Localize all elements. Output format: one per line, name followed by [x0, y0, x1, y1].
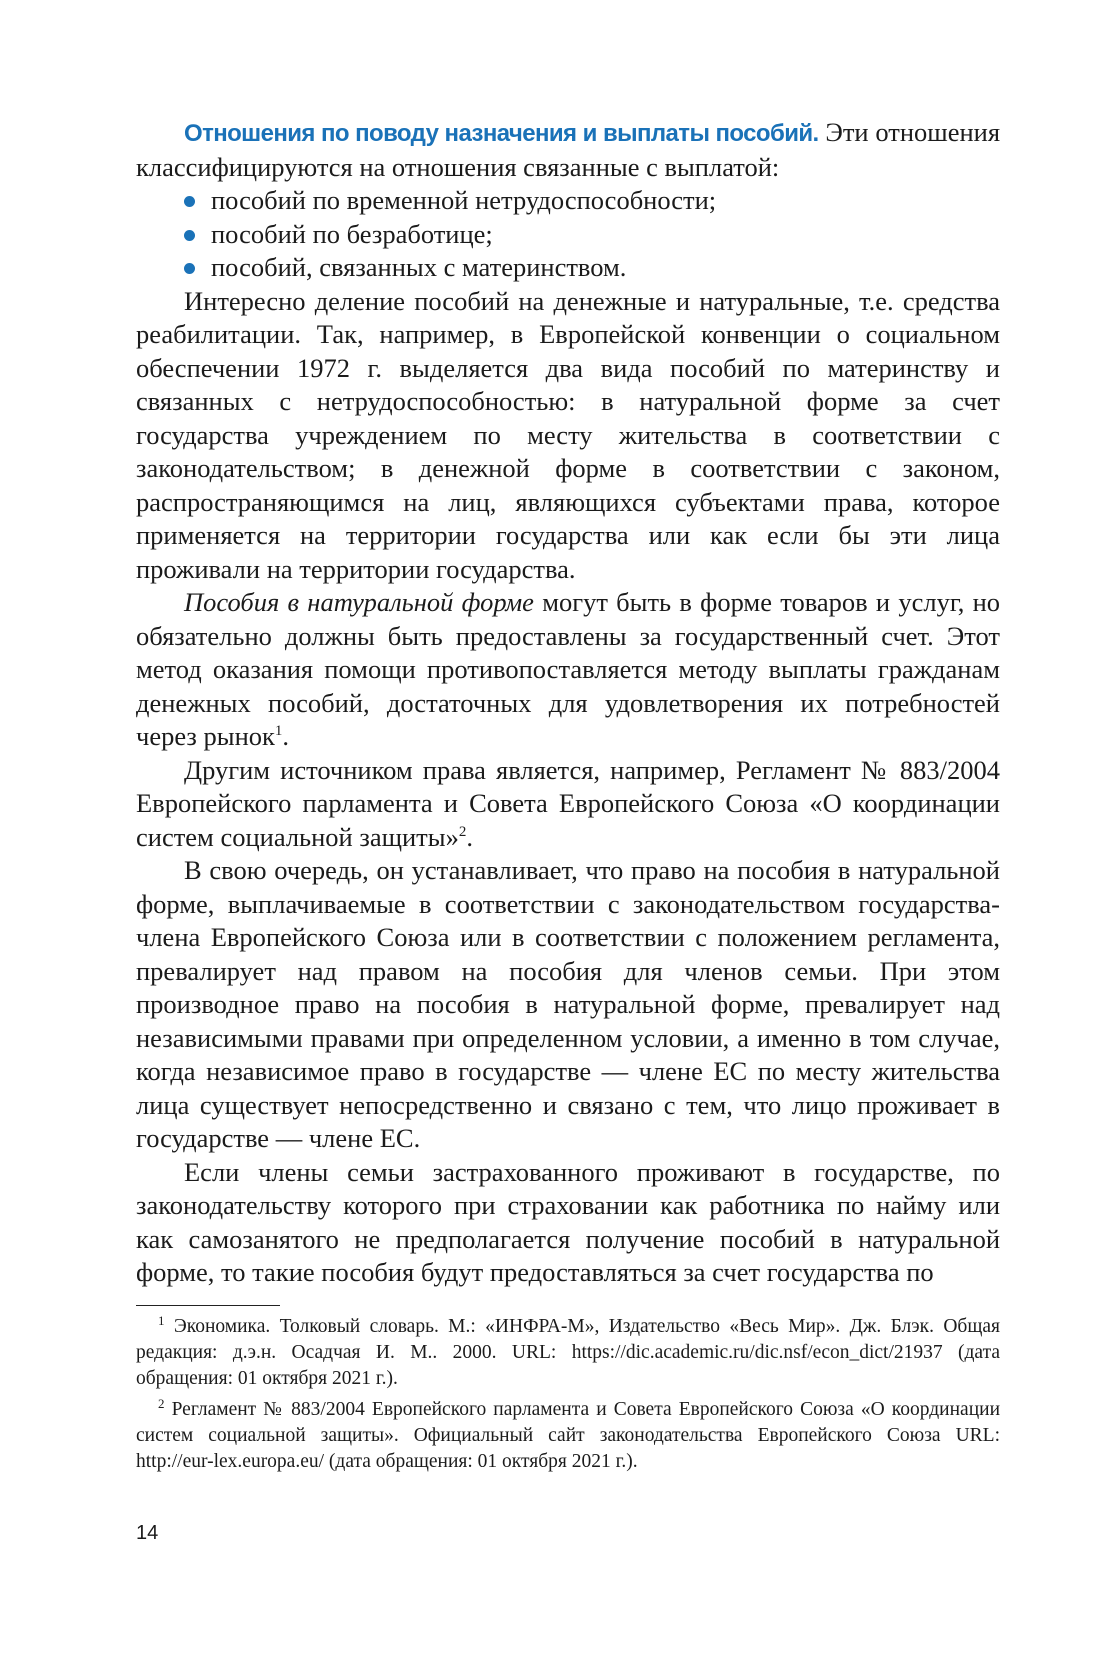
footnote-ref-1[interactable]: 1 — [274, 723, 283, 739]
bullet-icon — [184, 263, 195, 274]
page-body — [136, 116, 1000, 1290]
list-item — [136, 251, 1000, 285]
list-item — [136, 218, 1000, 252]
italic-term: Пособия в натуральной форме — [184, 587, 534, 617]
paragraph-in-kind-benefits — [136, 586, 1000, 754]
section-heading: Отношения по поводу назначения и выплаты пособий. — [184, 120, 819, 147]
page-number: 14 — [136, 1522, 159, 1544]
paragraph-end-punct: . — [466, 821, 473, 852]
paragraph-regulation — [136, 754, 1000, 855]
footnote-text: Экономика. Толковый словарь. М.: «ИНФРА-М», Издательство «Весь Мир». Дж. Блэк. Общая редакция: д.э.н. Осадчая И. М.. 2000. URL: https://dic.academic.ru/dic.nsf/econ_dict/21937 (дата обращения: 01 октября 2021 г.). — [136, 1316, 1000, 1389]
footnote-divider — [136, 1305, 280, 1306]
list-item-text: пособий, связанных с материнством. — [211, 252, 627, 282]
list-item-text: пособий по безработице; — [211, 218, 493, 249]
paragraph-in-kind-text: могут быть в форме товаров и услуг, но обязательно должны быть предоставлены за государственный счет. Этот метод оказания помощи противопоставляется методу выплаты гражданам денежных пособий, достаточных для удовлетворения их потребностей через рынок — [136, 587, 1001, 751]
paragraph-regulation-text: Другим источником права является, например, Регламент № 883/2004 Европейского парламента и Совета Европейского Союза «О координации систем социальной защиты» — [136, 754, 1000, 852]
paragraph-end-punct: . — [282, 721, 290, 751]
footnote-ref-2[interactable]: 2 — [458, 823, 467, 840]
list-item-text: пособий по временной нетрудоспособности; — [211, 185, 717, 215]
bullet-icon — [184, 196, 195, 207]
footnote-number: 2 — [158, 1396, 165, 1411]
paragraph-family-members: Если члены семьи застрахованного проживают в государстве, по законодательству которого при страховании как работника по найму или как самозанятого не предполагается получение пособий в натуральной форме, то такие пособия будут предоставляться за счет государства по — [136, 1156, 1000, 1287]
section-intro-text: Эти отношения классифицируются на отношения связанные с выплатой: — [136, 117, 1001, 182]
footnote-number: 1 — [158, 1313, 165, 1328]
footnote-2 — [136, 1397, 1000, 1475]
section-intro-paragraph — [136, 116, 1000, 184]
footnote-text: Регламент № 883/2004 Европейского парламента и Совета Европейского Союза «О координации систем социальной защиты». Официальный сайт законодательства Европейского Союза URL: http://eur-lex.europa.eu/ (дата обращения: 01 октября 2021 г.). — [136, 1399, 1001, 1472]
footnotes — [136, 1305, 1000, 1480]
benefit-types-list — [136, 184, 1000, 285]
paragraph-precedence: В свою очередь, он устанавливает, что право на пособия в натуральной форме, выплачиваемые в соответствии с законодательством государства-члена Европейского Союза или в соответствии с положением регламента, превалирует над правом на пособия для членов семьи. При этом производное право на пособия в натуральной форме, превалирует над независимыми правами при определенном условии, а именно в том случае, когда независимое право в государстве — члене ЕС по месту жительства лица существует непосредственно и связано с тем, что лицо проживает в государстве — члене ЕС. — [136, 855, 1000, 1153]
bullet-icon — [184, 230, 195, 241]
paragraph-cash-and-in-kind: Интересно деление пособий на денежные и натуральные, т.е. средства реабилитации. Так, например, в Европейской конвенции о социальном обеспечении 1972 г. выделяется два вида пособий по материнству и связанных с нетрудоспособностью: в натуральной форме за счет государства учреждением по месту жительства в соответствии с законодательством; в денежной форме в соответствии с законом, распространяющимся на лиц, являющихся субъектами права, которое применяется на территории государства или как если бы эти лица проживали на территории государства. — [136, 285, 1000, 584]
list-item — [136, 184, 1000, 218]
footnote-1 — [136, 1314, 1000, 1392]
